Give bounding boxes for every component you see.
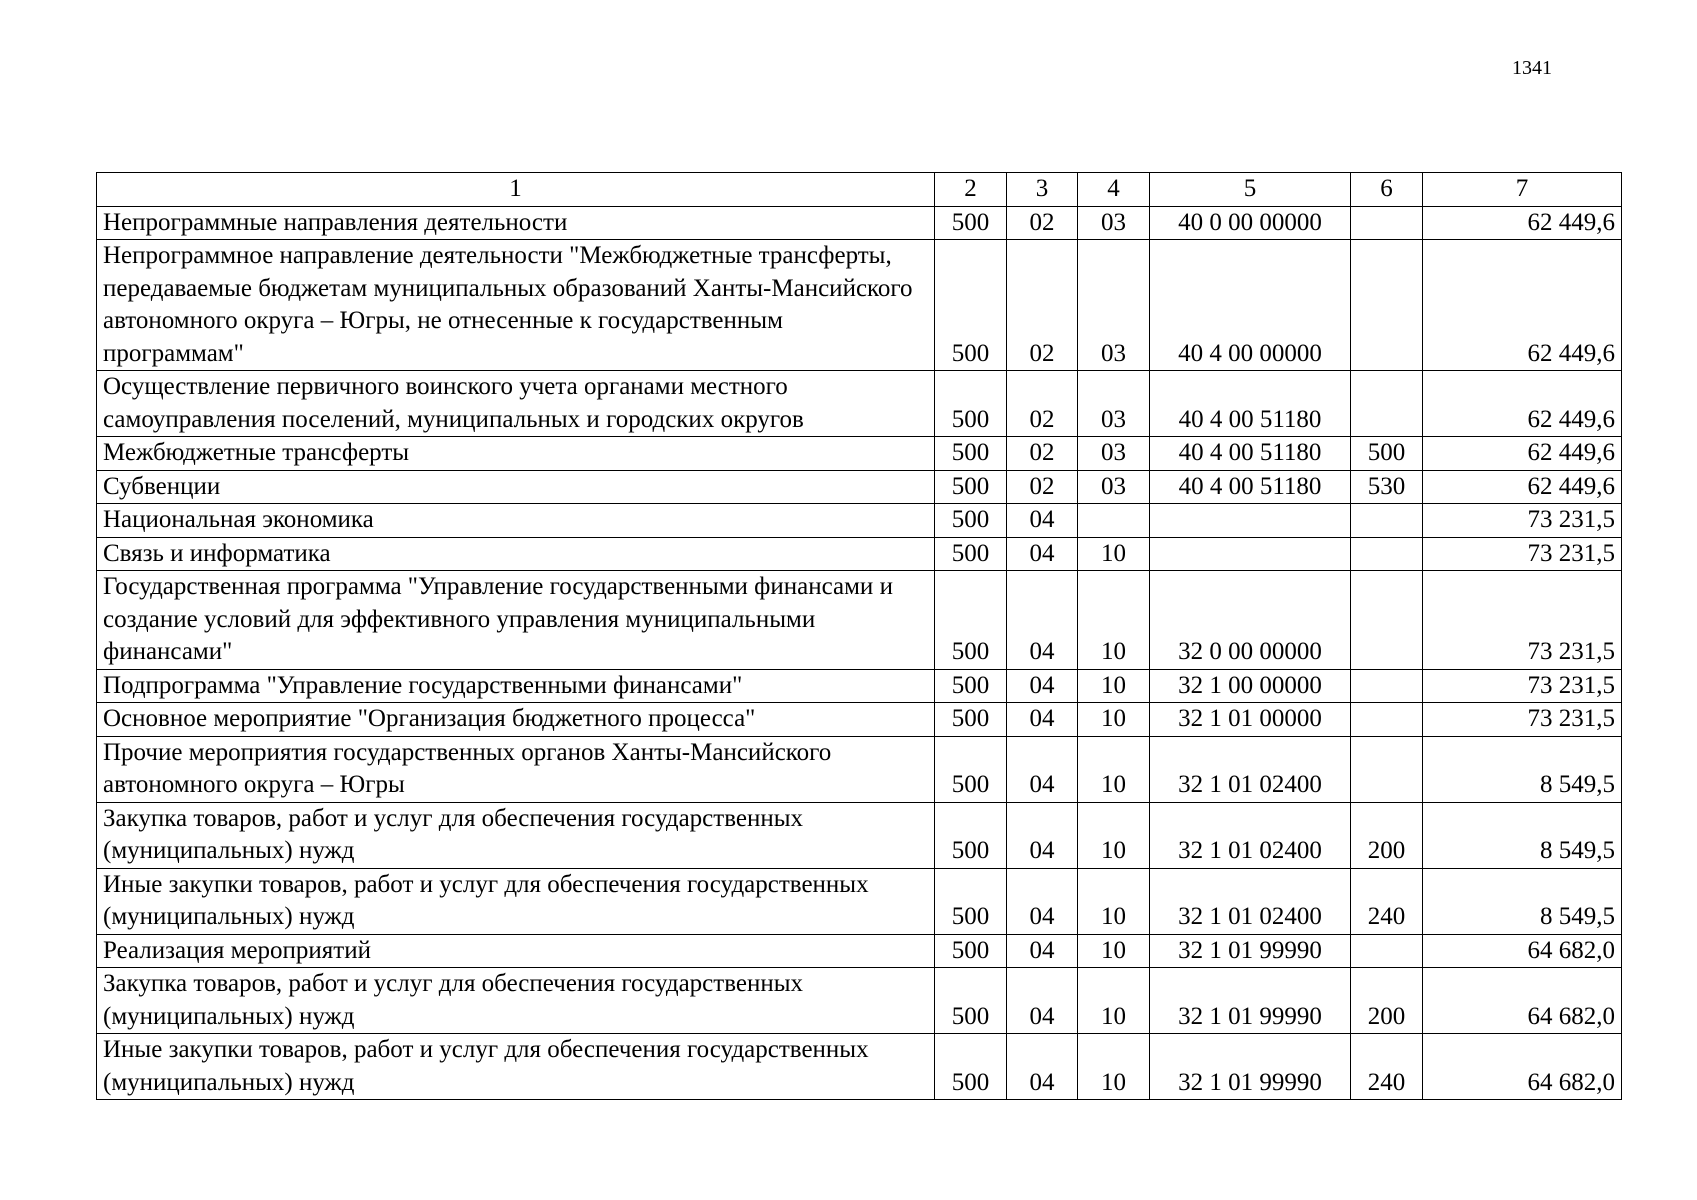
- target-article-cell: 40 4 00 00000: [1150, 240, 1351, 371]
- expense-type-cell: 240: [1351, 868, 1423, 934]
- code-cell: 500: [935, 437, 1007, 471]
- row-name-cell: Связь и информатика: [97, 537, 935, 571]
- row-name-cell: Межбюджетные трансферты: [97, 437, 935, 471]
- expense-type-cell: [1351, 504, 1423, 538]
- code-cell: 500: [935, 934, 1007, 968]
- column-header: 4: [1078, 173, 1150, 207]
- expense-type-cell: [1351, 571, 1423, 670]
- section-cell: 04: [1007, 736, 1078, 802]
- row-name-cell: Национальная экономика: [97, 504, 935, 538]
- amount-cell: 64 682,0: [1423, 968, 1622, 1034]
- subsection-cell: 03: [1078, 371, 1150, 437]
- table-row: [97, 669, 1622, 703]
- table-row: [97, 571, 1622, 670]
- row-name-cell: Закупка товаров, работ и услуг для обеспечения государственных (муниципальных) нужд: [97, 802, 935, 868]
- section-cell: 04: [1007, 1034, 1078, 1100]
- amount-cell: 64 682,0: [1423, 934, 1622, 968]
- code-cell: 500: [935, 802, 1007, 868]
- target-article-cell: 32 1 01 99990: [1150, 968, 1351, 1034]
- row-name-cell: Подпрограмма "Управление государственными финансами": [97, 669, 935, 703]
- table-row: [97, 736, 1622, 802]
- amount-cell: 73 231,5: [1423, 571, 1622, 670]
- target-article-cell: 32 1 01 99990: [1150, 934, 1351, 968]
- expense-type-cell: 200: [1351, 968, 1423, 1034]
- subsection-cell: 03: [1078, 470, 1150, 504]
- target-article-cell: [1150, 504, 1351, 538]
- table-body: [97, 206, 1622, 1100]
- amount-cell: 8 549,5: [1423, 868, 1622, 934]
- column-header: 3: [1007, 173, 1078, 207]
- code-cell: 500: [935, 736, 1007, 802]
- section-cell: 04: [1007, 868, 1078, 934]
- column-header: 1: [97, 173, 935, 207]
- section-cell: 04: [1007, 968, 1078, 1034]
- section-cell: 04: [1007, 669, 1078, 703]
- column-header: 5: [1150, 173, 1351, 207]
- code-cell: 500: [935, 968, 1007, 1034]
- row-name-cell: Иные закупки товаров, работ и услуг для обеспечения государственных (муниципальных) нужд: [97, 1034, 935, 1100]
- target-article-cell: 32 1 01 02400: [1150, 736, 1351, 802]
- code-cell: 500: [935, 1034, 1007, 1100]
- section-cell: 02: [1007, 470, 1078, 504]
- row-name-cell: Иные закупки товаров, работ и услуг для обеспечения государственных (муниципальных) нужд: [97, 868, 935, 934]
- expense-type-cell: [1351, 206, 1423, 240]
- subsection-cell: 03: [1078, 240, 1150, 371]
- expense-type-cell: [1351, 736, 1423, 802]
- table-row: [97, 470, 1622, 504]
- code-cell: 500: [935, 206, 1007, 240]
- code-cell: 500: [935, 371, 1007, 437]
- amount-cell: 73 231,5: [1423, 504, 1622, 538]
- page-number: 1341: [1512, 57, 1552, 79]
- row-name-cell: Осуществление первичного воинского учета органами местного самоуправления поселений, муниципальных и городских округов: [97, 371, 935, 437]
- section-cell: 04: [1007, 537, 1078, 571]
- row-name-cell: Реализация мероприятий: [97, 934, 935, 968]
- code-cell: 500: [935, 537, 1007, 571]
- amount-cell: 73 231,5: [1423, 669, 1622, 703]
- code-cell: 500: [935, 868, 1007, 934]
- amount-cell: 8 549,5: [1423, 736, 1622, 802]
- subsection-cell: 10: [1078, 703, 1150, 737]
- section-cell: 04: [1007, 802, 1078, 868]
- table-row: [97, 1034, 1622, 1100]
- subsection-cell: [1078, 504, 1150, 538]
- expense-type-cell: 500: [1351, 437, 1423, 471]
- amount-cell: 73 231,5: [1423, 703, 1622, 737]
- amount-cell: 62 449,6: [1423, 437, 1622, 471]
- target-article-cell: 32 1 01 02400: [1150, 802, 1351, 868]
- table-row: [97, 371, 1622, 437]
- amount-cell: 62 449,6: [1423, 470, 1622, 504]
- row-name-cell: Основное мероприятие "Организация бюджетного процесса": [97, 703, 935, 737]
- section-cell: 04: [1007, 703, 1078, 737]
- expense-type-cell: [1351, 240, 1423, 371]
- amount-cell: 64 682,0: [1423, 1034, 1622, 1100]
- table-row: [97, 934, 1622, 968]
- column-header: 6: [1351, 173, 1423, 207]
- table-row: [97, 504, 1622, 538]
- expense-type-cell: [1351, 669, 1423, 703]
- expense-type-cell: [1351, 703, 1423, 737]
- column-header: 7: [1423, 173, 1622, 207]
- subsection-cell: 10: [1078, 802, 1150, 868]
- section-cell: 02: [1007, 240, 1078, 371]
- row-name-cell: Прочие мероприятия государственных органов Ханты-Мансийского автономного округа – Югры: [97, 736, 935, 802]
- expense-type-cell: 240: [1351, 1034, 1423, 1100]
- table-row: [97, 802, 1622, 868]
- expense-type-cell: 530: [1351, 470, 1423, 504]
- subsection-cell: 10: [1078, 968, 1150, 1034]
- column-header: 2: [935, 173, 1007, 207]
- code-cell: 500: [935, 571, 1007, 670]
- section-cell: 04: [1007, 504, 1078, 538]
- expense-type-cell: 200: [1351, 802, 1423, 868]
- section-cell: 02: [1007, 371, 1078, 437]
- subsection-cell: 10: [1078, 1034, 1150, 1100]
- target-article-cell: 40 4 00 51180: [1150, 371, 1351, 437]
- expense-type-cell: [1351, 934, 1423, 968]
- subsection-cell: 10: [1078, 868, 1150, 934]
- code-cell: 500: [935, 703, 1007, 737]
- table-row: [97, 703, 1622, 737]
- subsection-cell: 03: [1078, 206, 1150, 240]
- amount-cell: 62 449,6: [1423, 371, 1622, 437]
- header-row: [97, 173, 1622, 207]
- expense-type-cell: [1351, 537, 1423, 571]
- table-row: [97, 437, 1622, 471]
- target-article-cell: 40 4 00 51180: [1150, 437, 1351, 471]
- budget-table: [96, 172, 1622, 1100]
- target-article-cell: 32 0 00 00000: [1150, 571, 1351, 670]
- target-article-cell: 32 1 00 00000: [1150, 669, 1351, 703]
- code-cell: 500: [935, 240, 1007, 371]
- subsection-cell: 10: [1078, 736, 1150, 802]
- code-cell: 500: [935, 669, 1007, 703]
- subsection-cell: 03: [1078, 437, 1150, 471]
- section-cell: 02: [1007, 206, 1078, 240]
- subsection-cell: 10: [1078, 934, 1150, 968]
- row-name-cell: Непрограммное направление деятельности "Межбюджетные трансферты, передаваемые бюджетам муниципальных образований Ханты-Мансийского автономного округа – Югры, не отнесенные к государственным программам": [97, 240, 935, 371]
- table-row: [97, 868, 1622, 934]
- table-row: [97, 968, 1622, 1034]
- table-row: [97, 206, 1622, 240]
- target-article-cell: 32 1 01 00000: [1150, 703, 1351, 737]
- target-article-cell: 40 4 00 51180: [1150, 470, 1351, 504]
- code-cell: 500: [935, 504, 1007, 538]
- amount-cell: 62 449,6: [1423, 206, 1622, 240]
- table-row: [97, 240, 1622, 371]
- row-name-cell: Государственная программа "Управление государственными финансами и создание условий для эффективного управления муниципальными финансами": [97, 571, 935, 670]
- expense-type-cell: [1351, 371, 1423, 437]
- target-article-cell: 32 1 01 02400: [1150, 868, 1351, 934]
- subsection-cell: 10: [1078, 669, 1150, 703]
- row-name-cell: Закупка товаров, работ и услуг для обеспечения государственных (муниципальных) нужд: [97, 968, 935, 1034]
- section-cell: 04: [1007, 571, 1078, 670]
- table-row: [97, 537, 1622, 571]
- amount-cell: 8 549,5: [1423, 802, 1622, 868]
- row-name-cell: Субвенции: [97, 470, 935, 504]
- subsection-cell: 10: [1078, 537, 1150, 571]
- amount-cell: 73 231,5: [1423, 537, 1622, 571]
- subsection-cell: 10: [1078, 571, 1150, 670]
- section-cell: 04: [1007, 934, 1078, 968]
- row-name-cell: Непрограммные направления деятельности: [97, 206, 935, 240]
- section-cell: 02: [1007, 437, 1078, 471]
- amount-cell: 62 449,6: [1423, 240, 1622, 371]
- target-article-cell: 32 1 01 99990: [1150, 1034, 1351, 1100]
- target-article-cell: 40 0 00 00000: [1150, 206, 1351, 240]
- target-article-cell: [1150, 537, 1351, 571]
- code-cell: 500: [935, 470, 1007, 504]
